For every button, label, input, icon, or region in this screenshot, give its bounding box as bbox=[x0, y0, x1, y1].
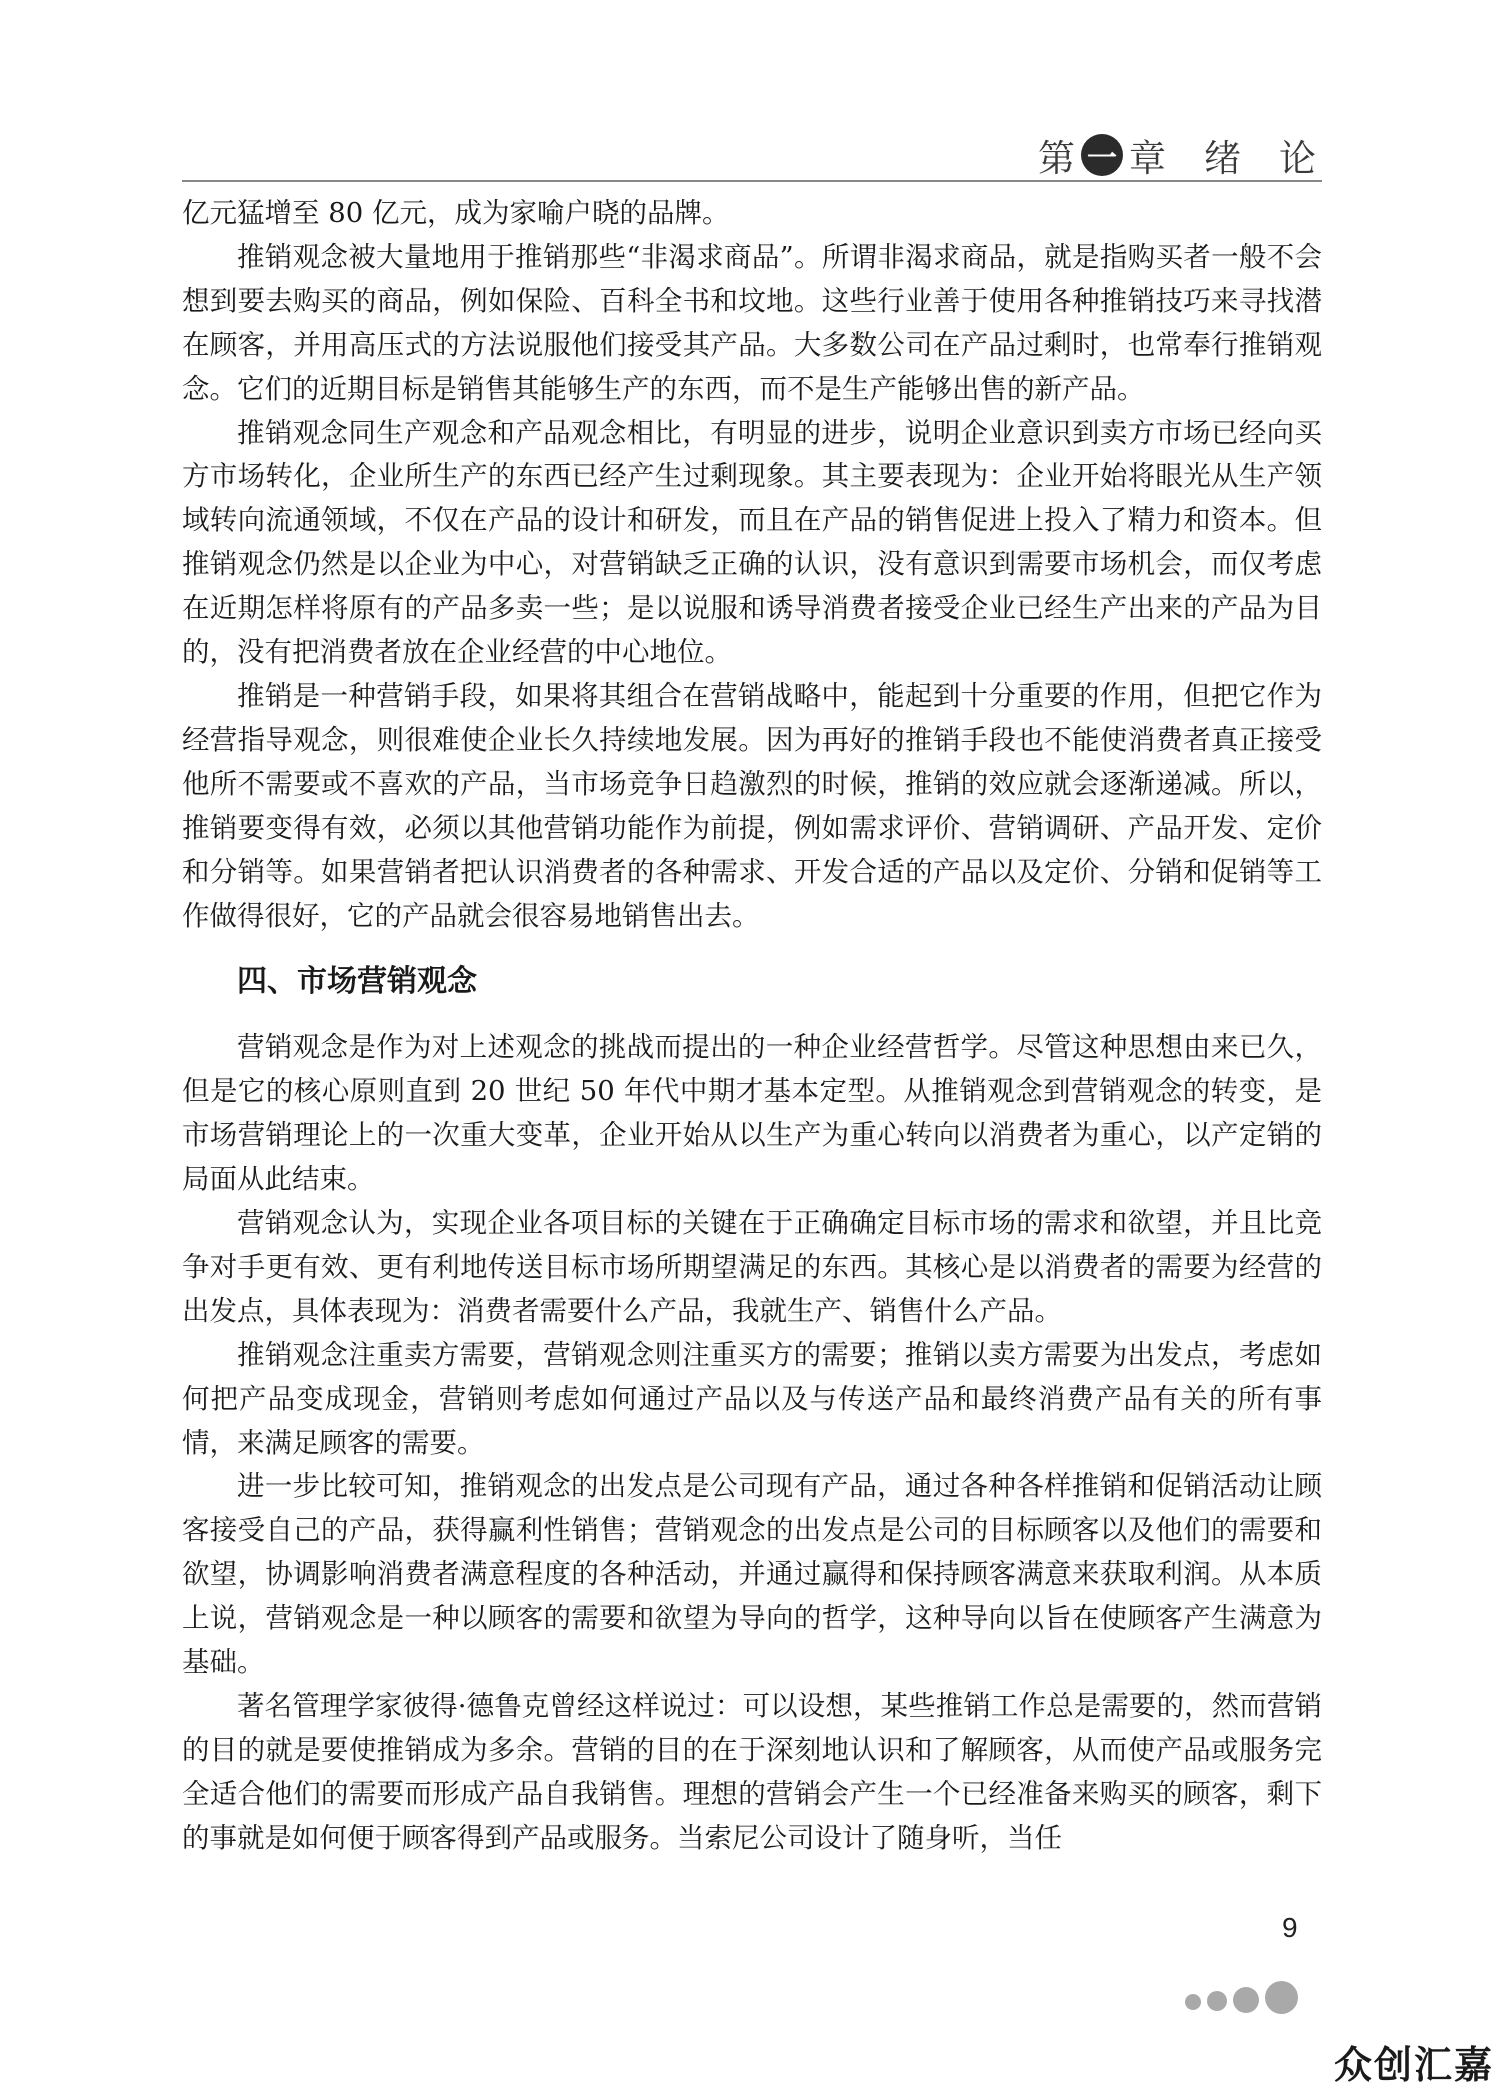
chapter-title-char-1: 绪 bbox=[1204, 137, 1241, 180]
page-number: 9 bbox=[1282, 1912, 1298, 1943]
paragraph: 推销观念同生产观念和产品观念相比，有明显的进步，说明企业意识到卖方市场已经向买方市场转化，企业所生产的东西已经产生过剩现象。其主要表现为：企业开始将眼光从生产领域转向流通领域，不仅在产品的设计和研发，而且在产品的销售促进上投入了精力和资本。但推销观念仍然是以企业为中心，对营销缺乏正确的认识，没有意识到需要市场机会，而仅考虑在近期怎样将原有的产品多卖一些；是以说服和诱导消费者接受企业已经生产出来的产品为目的，没有把消费者放在企业经营的中心地位。 bbox=[182, 416, 1322, 669]
chapter-char-zhang: 章 bbox=[1129, 137, 1166, 180]
paragraph: 推销观念被大量地用于推销那些“非渴求商品”。所谓非渴求商品，就是指购买者一般不会想到要去购买的商品，例如保险、百科全书和坟地。这些行业善于使用各种推销技巧来寻找潜在顾客，并用高压式的方法说服他们接受其产品。大多数公司在产品过剩时，也常奉行推销观念。它们的近期目标是销售其能够生产的东西，而不是生产能够出售的新产品。 bbox=[182, 240, 1322, 405]
header-divider bbox=[182, 180, 1322, 182]
dot-icon bbox=[1185, 1994, 1201, 2010]
paragraph: 推销观念注重卖方需要，营销观念则注重买方的需要；推销以卖方需要为出发点，考虑如何把产品变成现金，营销则考虑如何通过产品以及与传送产品和最终消费产品有关的所有事情，来满足顾客的需要。 bbox=[182, 1338, 1322, 1459]
chapter-number-circle: 一 bbox=[1081, 134, 1123, 176]
paragraph: 营销观念是作为对上述观念的挑战而提出的一种企业经营哲学。尽管这种思想由来已久，但是它的核心原则直到 20 世纪 50 年代中期才基本定型。从推销观念到营销观念的转变，是市场营销理论上的一次重大变革，企业开始从以生产为重心转向以消费者为重心，以产定销的局面从此结束。 bbox=[182, 1031, 1322, 1196]
chapter-title-char-2: 论 bbox=[1279, 137, 1316, 180]
paragraph: 进一步比较可知，推销观念的出发点是公司现有产品，通过各种各样推销和促销活动让顾客接受自己的产品，获得赢利性销售；营销观念的出发点是公司的目标顾客以及他们的需要和欲望，协调影响消费者满意程度的各种活动，并通过赢得和保持顾客满意来获取利润。从本质上说，营销观念是一种以顾客的需要和欲望为导向的哲学，这种导向以旨在使顾客产生满意为基础。 bbox=[182, 1470, 1322, 1679]
section-heading: 四、市场营销观念 bbox=[237, 964, 477, 1000]
dot-icon bbox=[1207, 1991, 1227, 2011]
chapter-char-di: 第 bbox=[1038, 137, 1075, 180]
watermark: 众创汇嘉 bbox=[1333, 2043, 1494, 2087]
paragraph: 推销是一种营销手段，如果将其组合在营销战略中，能起到十分重要的作用，但把它作为经营指导观念，则很难使企业长久持续地发展。因为再好的推销手段也不能使消费者真正接受他所不需要或不喜欢的产品，当市场竞争日趋激烈的时候，推销的效应就会逐渐递减。所以，推销要变得有效，必须以其他营销功能作为前提，例如需求评价、营销调研、产品开发、定价和分销等。如果营销者把认识消费者的各种需求、开发合适的产品以及定价、分销和促销等工作做得很好，它的产品就会很容易地销售出去。 bbox=[182, 679, 1322, 932]
chapter-header bbox=[1038, 128, 1316, 182]
paragraph: 亿元猛增至 80 亿元，成为家喻户晓的品牌。 bbox=[182, 197, 730, 229]
paragraph: 营销观念认为，实现企业各项目标的关键在于正确确定目标市场的需求和欲望，并且比竞争对手更有效、更有利地传送目标市场所期望满足的东西。其核心是以消费者的需要为经营的出发点，具体表现为：消费者需要什么产品，我就生产、销售什么产品。 bbox=[182, 1207, 1322, 1327]
page-body bbox=[182, 192, 1322, 1861]
dot-icon bbox=[1265, 1981, 1298, 2014]
dot-icon bbox=[1233, 1987, 1259, 2013]
paragraph: 著名管理学家彼得·德鲁克曾经这样说过：可以设想，某些推销工作总是需要的，然而营销的目的就是要使推销成为多余。营销的目的在于深刻地认识和了解顾客，从而使产品或服务完全适合他们的需要而形成产品自我销售。理想的营销会产生一个已经准备来购买的顾客，剩下的事就是如何便于顾客得到产品或服务。当索尼公司设计了随身听，当任 bbox=[182, 1690, 1322, 1854]
